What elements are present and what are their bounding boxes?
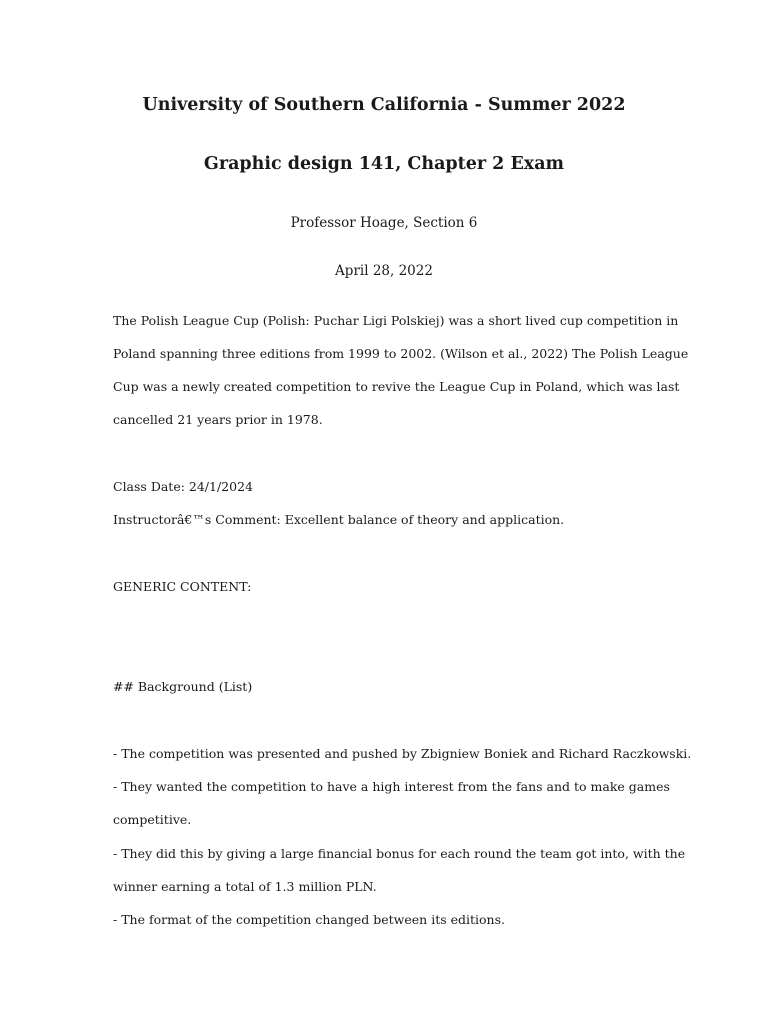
- background-item-3-cont: winner earning a total of 1.3 million PLN.: [113, 879, 377, 894]
- background-item-2-cont: competitive.: [113, 812, 192, 827]
- exam-date: April 28, 2022: [335, 263, 433, 279]
- background-item-1: - The competition was presented and pushed by Zbigniew Boniek and Richard Raczkowski.: [113, 746, 692, 761]
- instructor-comment: Instructorâ€™s Comment: Excellent balance of theory and application.: [113, 512, 565, 527]
- background-heading: ## Background (List): [113, 679, 253, 694]
- intro-line-3: Cup was a newly created competition to revive the League Cup in Poland, which was last: [113, 379, 680, 394]
- intro-line-1: The Polish League Cup (Polish: Puchar Ligi Polskiej) was a short lived cup competition in: [113, 313, 679, 328]
- generic-content-label: GENERIC CONTENT:: [113, 579, 252, 594]
- professor-line: Professor Hoage, Section 6: [290, 215, 478, 231]
- university-heading: University of Southern California - Summer 2022: [142, 95, 626, 115]
- class-date: Class Date: 24/1/2024: [113, 479, 253, 494]
- background-item-4: - The format of the competition changed between its editions.: [113, 912, 505, 927]
- intro-line-4: cancelled 21 years prior in 1978.: [113, 412, 323, 427]
- exam-title: Graphic design 141, Chapter 2 Exam: [203, 154, 565, 174]
- intro-line-2: Poland spanning three editions from 1999 to 2002. (Wilson et al., 2022) The Polish League: [113, 346, 689, 361]
- background-item-2: - They wanted the competition to have a high interest from the fans and to make games: [113, 779, 670, 794]
- background-item-3: - They did this by giving a large financial bonus for each round the team got into, with the: [113, 846, 686, 861]
